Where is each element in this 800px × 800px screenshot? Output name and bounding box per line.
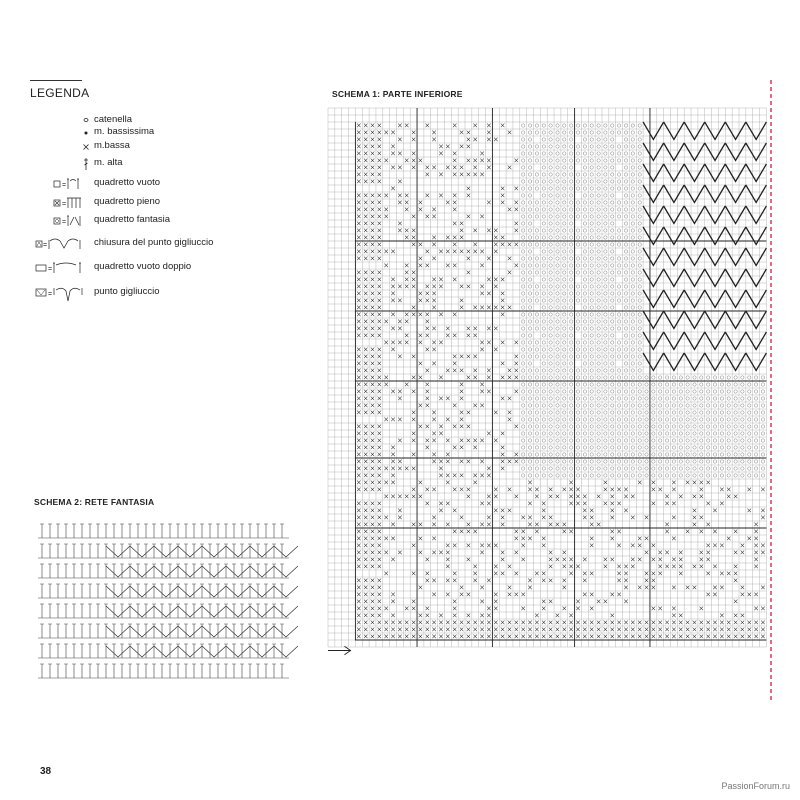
scheme1-chart	[328, 108, 788, 688]
legend-label: punto gigliuccio	[94, 286, 160, 297]
watermark: PassionForum.ru	[721, 781, 790, 791]
legend-item	[30, 285, 230, 301]
legend-eq: =	[62, 219, 67, 226]
legend-label: quadretto fantasia	[94, 214, 171, 225]
legend-item	[30, 260, 230, 276]
legend-eq: =	[48, 291, 53, 298]
page-number: 38	[40, 766, 52, 777]
legend-item	[30, 156, 230, 172]
scheme1-title: SCHEMA 1: PARTE INFERIORE	[332, 89, 463, 99]
legend-eq: =	[48, 266, 53, 273]
legend-label: quadretto vuoto	[94, 177, 161, 188]
legend-item	[30, 176, 230, 192]
legend-label: quadretto vuoto doppio	[94, 261, 192, 272]
lily-stitch-closure-icon	[30, 236, 88, 252]
legend-label: m.bassa	[94, 140, 130, 151]
fancy-square-icon	[30, 213, 88, 229]
legend-eq: =	[43, 242, 48, 249]
scheme2-fancy-arches	[106, 546, 298, 657]
lily-stitch-icon	[30, 285, 88, 301]
legend-item	[30, 195, 230, 211]
empty-square-icon	[30, 176, 88, 192]
scheme2-title: SCHEMA 2: RETE FANTASIA	[34, 497, 155, 507]
legend-label: quadretto pieno	[94, 196, 161, 207]
legend-item	[30, 139, 230, 155]
double-empty-square-icon	[30, 260, 88, 276]
legend-rule	[30, 80, 82, 81]
legend-item	[30, 213, 230, 229]
page-margin-line	[770, 80, 774, 700]
legend-item	[30, 236, 230, 252]
legend-label: m. alta	[94, 157, 123, 168]
legend-title: LEGENDA	[30, 86, 90, 100]
legend-eq: =	[62, 182, 67, 189]
legend-eq: =	[62, 201, 67, 208]
single-crochet-icon	[30, 139, 88, 155]
double-crochet-icon	[30, 156, 88, 172]
legend-label: m. bassissima	[94, 126, 155, 137]
filled-square-icon	[30, 195, 88, 211]
scheme2-chart	[34, 516, 296, 691]
legend-label: catenella	[94, 114, 133, 125]
scheme1-start-arrow	[328, 646, 351, 654]
legend-label: chiusura del punto gigliuccio	[94, 237, 214, 248]
